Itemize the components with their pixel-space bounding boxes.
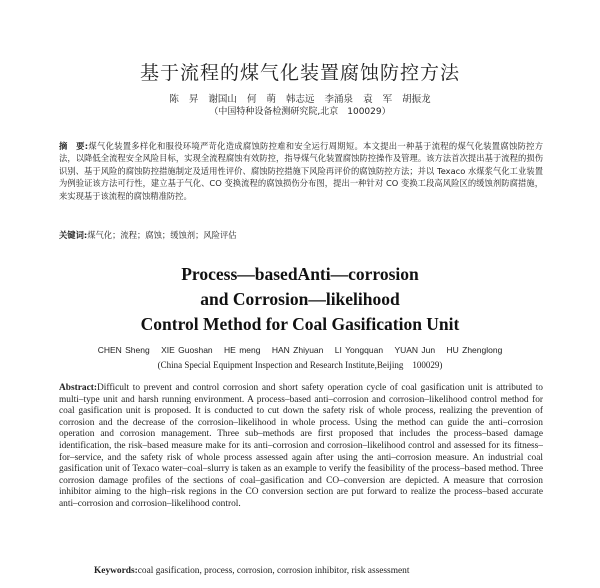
- chinese-title: 基于流程的煤气化装置腐蚀防控方法: [139, 62, 460, 84]
- english-title-line: Control Method for Coal Gasification Unit: [140, 314, 460, 334]
- chinese-author: 袁 军: [363, 94, 393, 105]
- chinese-author: 谢国山: [208, 94, 237, 105]
- chinese-authors: [0, 91, 600, 105]
- chinese-author: 胡振龙: [402, 94, 431, 105]
- english-title-line: and Corrosion—likelihood: [200, 289, 400, 309]
- chinese-author: 陈 昇: [169, 94, 199, 105]
- english-keywords: [94, 566, 554, 576]
- english-abstract-label: Abstract:: [59, 383, 98, 393]
- english-authors: [0, 345, 600, 355]
- english-keywords-label: Keywords:: [94, 566, 138, 576]
- english-author: LI Yongquan: [334, 345, 384, 355]
- chinese-keywords-text: 煤气化；流程；腐蚀；缓蚀剂；风险评估: [87, 230, 237, 240]
- chinese-author: 李涌泉: [324, 94, 354, 105]
- english-author: HAN Zhiyuan: [271, 345, 324, 355]
- chinese-author: 何 萌: [246, 94, 276, 105]
- chinese-affiliation: （中国特种设备检测研究院,北京 100029）: [209, 107, 391, 117]
- english-title: [0, 262, 600, 337]
- english-author: CHEN Sheng: [97, 345, 150, 355]
- english-abstract-text: Difficult to prevent and control corrosion and short safety operation cycle of coal gasification unit is attributed to multi–type unit and harsh running environment. A process–based anti–corrosion and corrosion–likelihood control method for coal gasification unit is proposed. It is conducted to cut down the safety risk of whole process, realizing the prevention of corrosion and the decrease of the corrosion–likelihood in whole process. Using the method can guide the anti–corrosion operation and corrosion management. Three sub–methods are first proposed that includes the process–based damage identification, the risk–based measure make for its anti–corrosion and corrosion–likelihood control and assessed for its fitness–for–service, and the safety risk of whole process assessed again after using the anti–corrosion measure. An industrial coal gasification unit of Texaco water–coal–slurry is taken as an example to verify the feasibility of the process–based method. Three corrosion damage profiles of the sections of coal–gasification and CO–conversion are depicted. A measure that corrosion inhibitor aiming to the high–risk regions in the CO conversion section are put forward to realize the process–based accurate anti–corrosion and corrosion–likelihood control.: [59, 383, 543, 509]
- chinese-abstract-text: 煤气化装置多样化和服役环境严苛化造成腐蚀防控难和安全运行周期短。本文提出一种基于流程的煤气化装置腐蚀防控方法，以降低全流程安全风险目标，实现全流程腐蚀有效防控，指导煤气化装置腐蚀防控操作及管理。该方法首次提出基于流程的损伤识别、基于风险的腐蚀防控措施制定及适用性评价、腐蚀防控措施下风险再评价的腐蚀防控方法；并以 Texaco 水煤浆气化工业装置为例验证该方法可行性，建立基于气化、CO 变换流程的腐蚀损伤分布图，提出一种针对 CO 变换工段高风险区的缓蚀剂防腐措施，来实现基于该流程的腐蚀精准防控。: [59, 141, 543, 201]
- chinese-abstract-label: 摘 要:: [59, 141, 89, 151]
- english-title-line: Process—basedAnti—corrosion: [181, 264, 419, 284]
- english-author: HE meng: [224, 345, 261, 355]
- english-author: HU Zhenglong: [446, 345, 503, 355]
- chinese-keywords-label: 关键词:: [59, 230, 88, 240]
- english-author: YUAN Jun: [394, 345, 436, 355]
- english-affiliation: (China Special Equipment Inspection and Research Institute,Beijing 100029): [157, 360, 443, 370]
- chinese-author: 韩志远: [286, 94, 315, 105]
- english-abstract: [59, 383, 543, 511]
- chinese-abstract: [59, 140, 543, 202]
- english-author: XIE Guoshan: [161, 345, 213, 355]
- chinese-keywords: [59, 229, 543, 241]
- english-keywords-text: coal gasification, process, corrosion, corrosion inhibitor, risk assessment: [137, 566, 410, 576]
